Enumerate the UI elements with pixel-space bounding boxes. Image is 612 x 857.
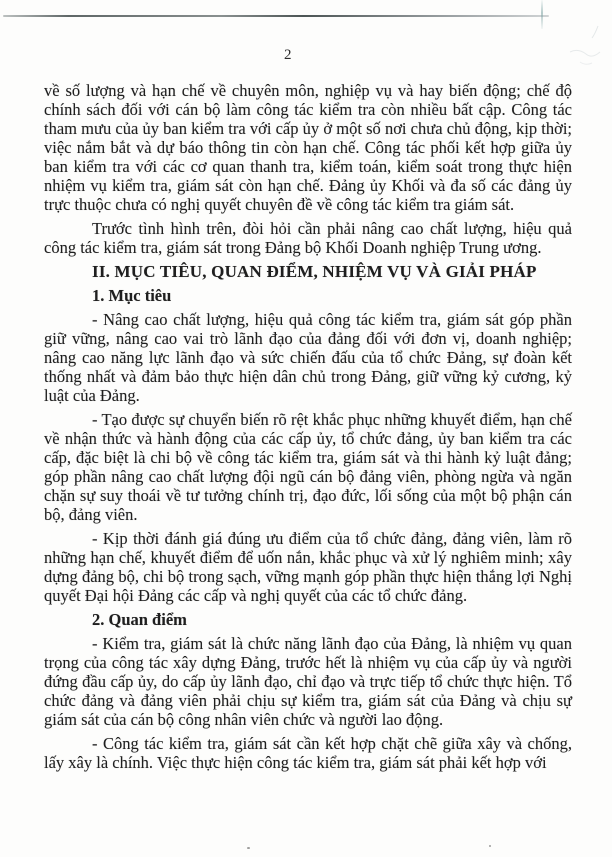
teal-tick-mark xyxy=(541,0,543,29)
body-paragraph: - Kịp thời đánh giá đúng ưu điểm của tổ chức đảng, đảng viên, làm rõ những hạn chế, khuyết điểm để uốn nắn, khắc phục và xử lý nghiêm minh; xây dựng đảng bộ, chi bộ trong sạch, vững mạnh góp phần thực hiện thắng lợi Nghị quyết Đại hội Đảng các cấp và nghị quyết của các tổ chức đảng. xyxy=(44,529,572,605)
body-paragraph: - Nâng cao chất lượng, hiệu quả công tác kiểm tra, giám sát góp phần giữ vững, nâng cao vai trò lãnh đạo của đảng đối với đơn vị, doanh nghiệp; nâng cao năng lực lãnh đạo và sức chiến đấu của tổ chức Đảng, sự đoàn kết thống nhất và đảm bảo thực hiện dân chủ trong Đảng, giữ vững kỷ cương, kỷ luật của Đảng. xyxy=(44,310,572,405)
body-paragraph: Trước tình hình trên, đòi hỏi cần phải nâng cao chất lượng, hiệu quả công tác kiểm tra, giám sát trong Đảng bộ Khối Doanh nghiệp Trung ương. xyxy=(44,219,572,257)
subsection-heading: 2. Quan điểm xyxy=(92,610,187,629)
scan-speck xyxy=(353,552,355,554)
top-rule-line xyxy=(3,15,549,17)
section-heading: II. MỤC TIÊU, QUAN ĐIỂM, NHIỆM VỤ VÀ GIẢI PHÁP xyxy=(92,262,537,281)
body-paragraph: - Tạo được sự chuyển biến rõ rệt khắc phục những khuyết điểm, hạn chế về nhận thức và hành động của các cấp ủy, tổ chức đảng, ủy ban kiểm tra các cấp, đặc biệt là chi bộ về công tác kiểm tra, giám sát và thi hành kỷ luật đảng; góp phần nâng cao chất lượng đội ngũ cán bộ đảng viên, phòng ngừa và ngăn chặn sự suy thoái về tư tưởng chính trị, đạo đức, lối sống của một bộ phận cán bộ, đảng viên. xyxy=(44,410,572,524)
body-paragraph: - Công tác kiểm tra, giám sát cần kết hợp chặt chẽ giữa xây và chống, lấy xây là chính. Việc thực hiện công tác kiểm tra, giám sát phải kết hợp với xyxy=(44,734,572,772)
body-paragraph: - Kiểm tra, giám sát là chức năng lãnh đạo của Đảng, là nhiệm vụ quan trọng của công tác xây dựng Đảng, trước hết là nhiệm vụ của cấp ủy và người đứng đầu cấp ủy, do cấp ủy lãnh đạo, chỉ đạo và trực tiếp tổ chức thực hiện. Tổ chức đảng và đảng viên phải chịu sự kiểm tra, giám sát của Đảng và chịu sự giám sát của cán bộ công nhân viên chức và người lao động. xyxy=(44,634,572,729)
scan-speck xyxy=(489,845,491,847)
document-body xyxy=(44,81,572,777)
body-paragraph: về số lượng và hạn chế về chuyên môn, nghiệp vụ và hay biến động; chế độ chính sách đối với cán bộ làm công tác kiểm tra còn nhiều bất cập. Công tác tham mưu của ủy ban kiểm tra với cấp ủy ở một số nơi chưa chủ động, kịp thời; việc nắm bắt và dự báo thông tin còn hạn chế. Công tác phối kết hợp giữa ủy ban kiểm tra với các cơ quan thanh tra, kiểm toán, kiểm soát trong thực hiện nhiệm vụ kiểm tra, giám sát còn hạn chế. Đảng ủy Khối và đa số các đảng ủy trực thuộc chưa có nghị quyết chuyên đề về công tác kiểm tra giám sát. xyxy=(44,81,572,214)
page-number: 2 xyxy=(284,47,292,63)
subsection-heading: 1. Mục tiêu xyxy=(92,286,172,305)
scan-speck xyxy=(247,847,250,849)
